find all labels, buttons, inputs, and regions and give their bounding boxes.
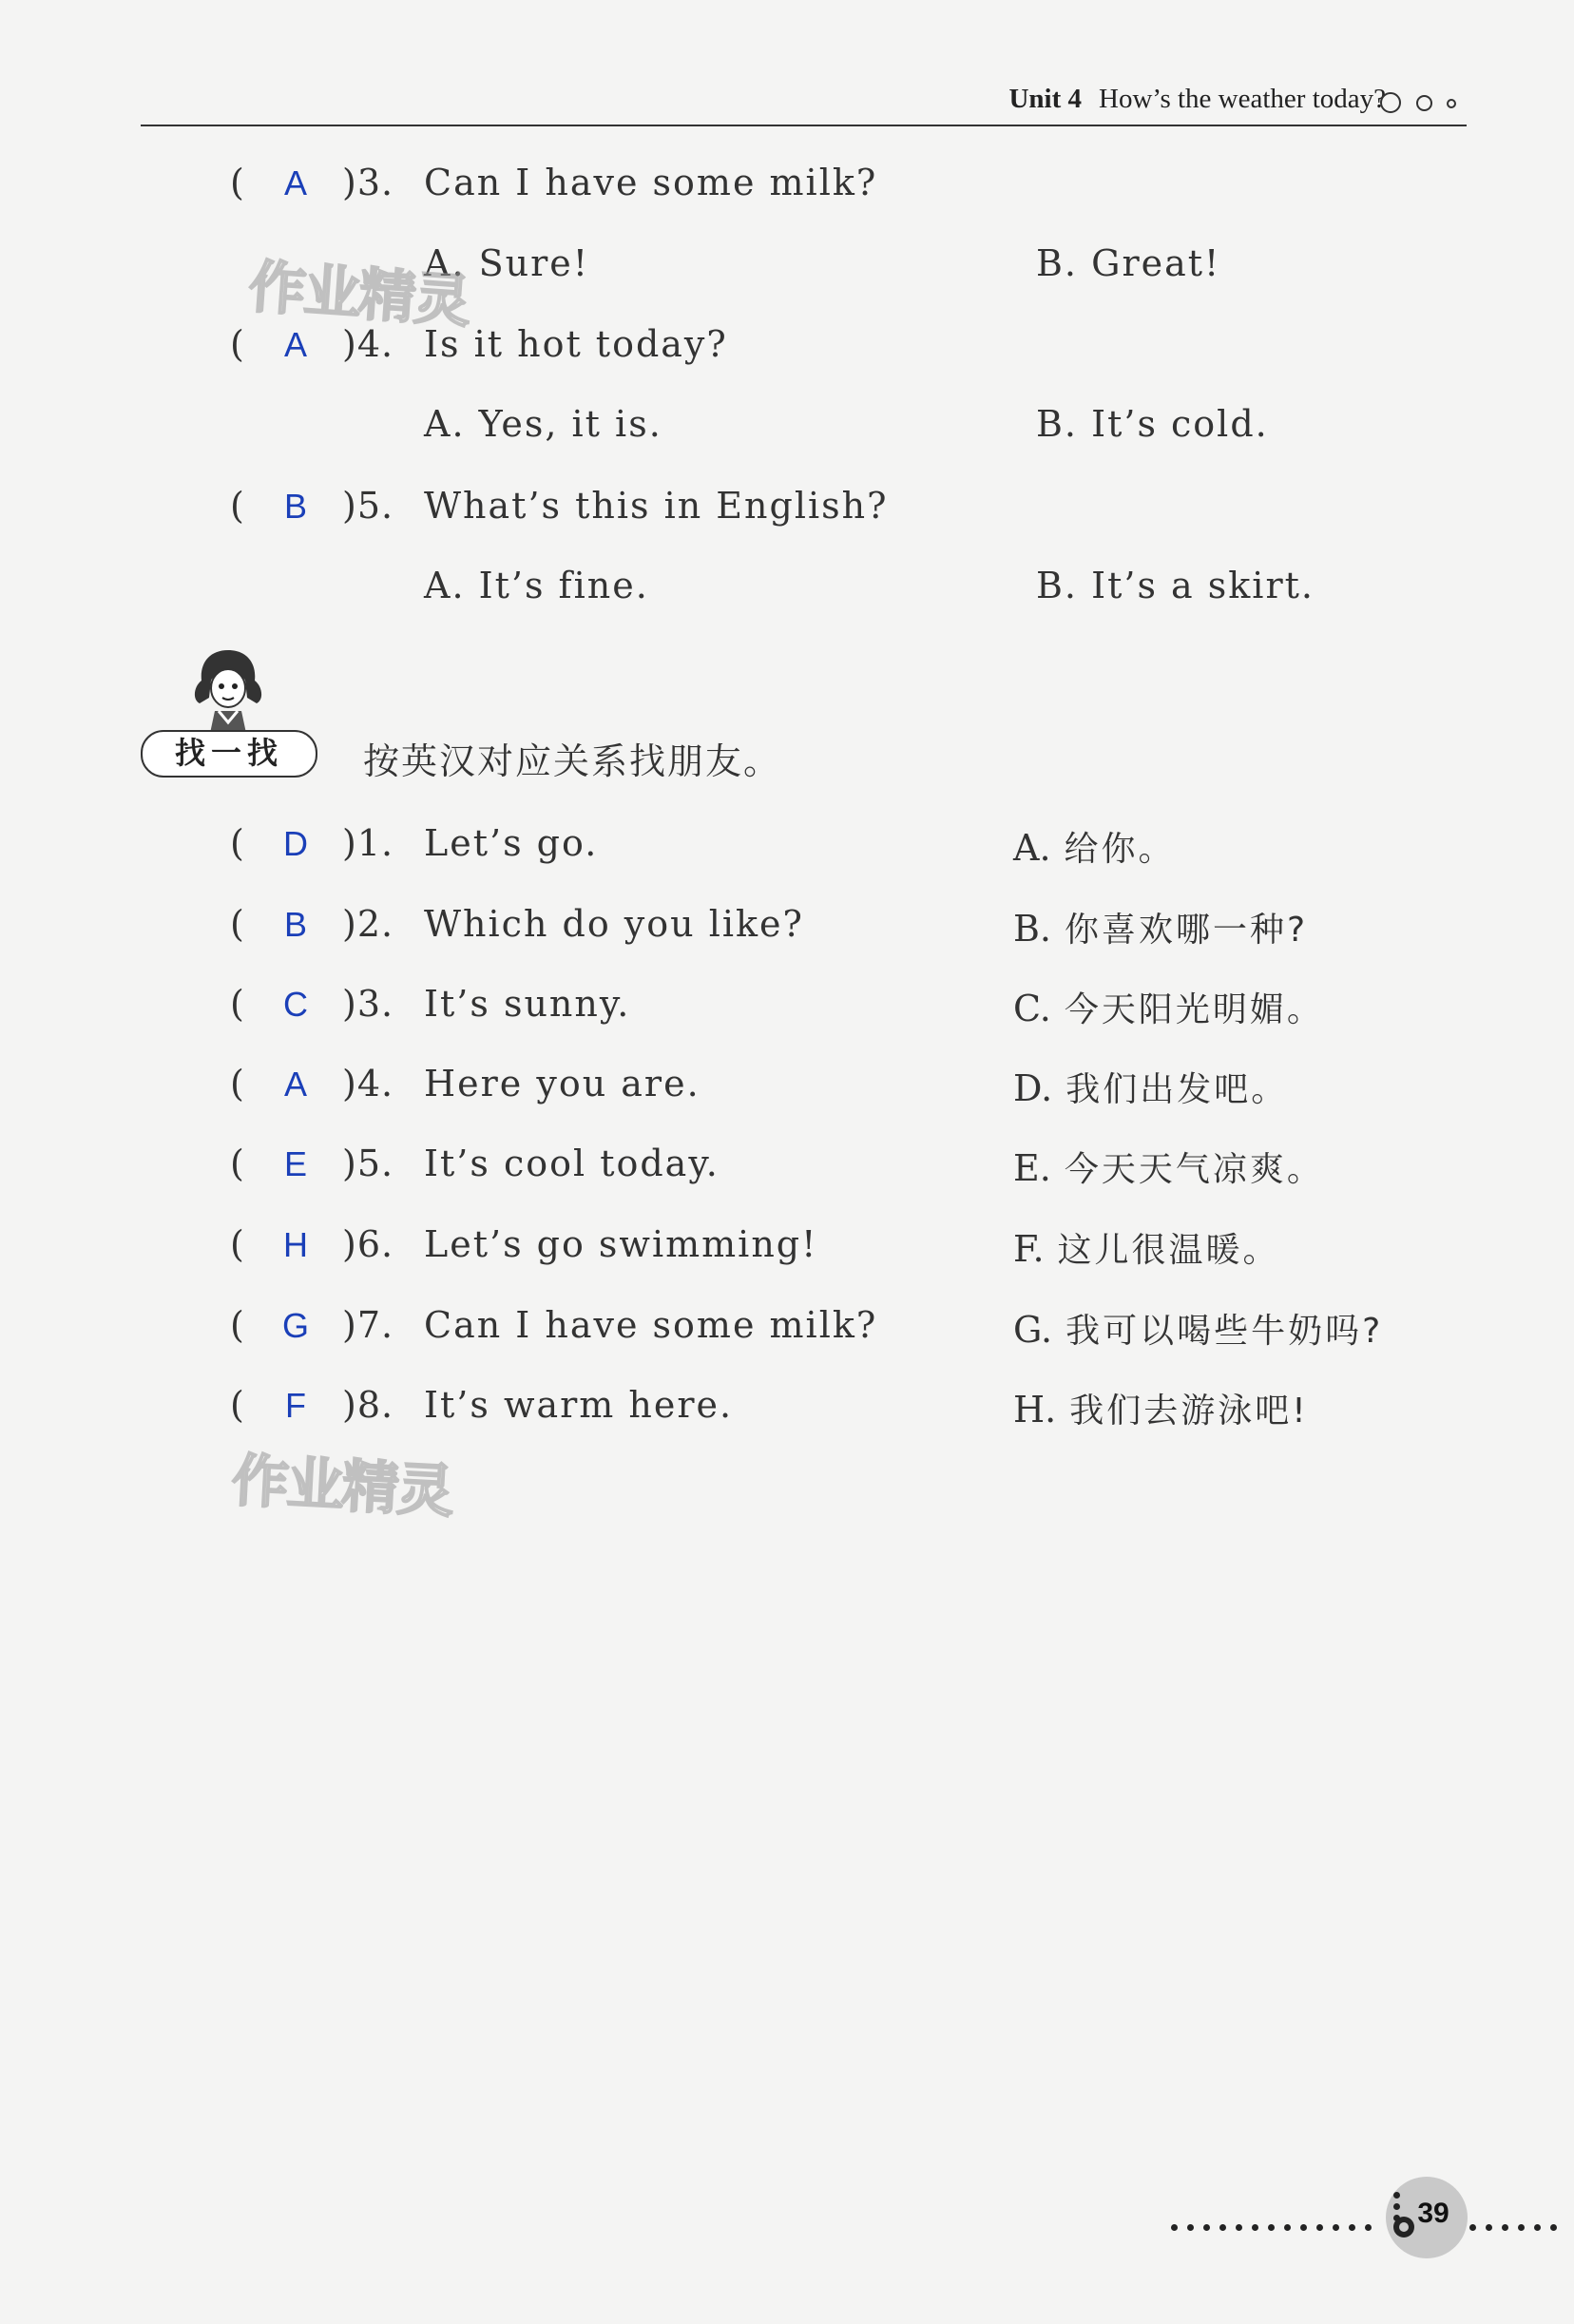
option-letter: B. — [1013, 908, 1052, 950]
option-chinese: 给你。 — [1064, 830, 1176, 869]
match-row: ( E )5. It’s cool today. E. 今天天气凉爽。 — [230, 1143, 1324, 1189]
option-chinese: 我们去游泳吧! — [1069, 1392, 1309, 1431]
option-letter: D. — [1013, 1067, 1053, 1109]
footer-dot — [1534, 2224, 1541, 2231]
chinese-option — [1013, 1304, 1383, 1353]
option-chinese: 我可以喝些牛奶吗? — [1065, 1312, 1384, 1351]
match-row: ( H )6. Let’s go swimming! F. 这儿很温暖。 — [230, 1223, 1280, 1270]
footer-dot — [1236, 2224, 1242, 2231]
running-header — [1008, 84, 1386, 115]
footer-dot — [1187, 2224, 1194, 2231]
item-number: )1. — [342, 822, 394, 864]
girl-mascot-icon — [181, 643, 276, 738]
answer-field[interactable]: E — [283, 1144, 307, 1183]
match-row: ( C )3. It’s sunny. C. 今天阳光明媚。 — [230, 983, 1324, 1029]
question-number: )3. — [342, 162, 394, 203]
option-chinese: 我们出发吧。 — [1065, 1070, 1289, 1109]
question-number: )5. — [342, 485, 394, 527]
option-chinese: 今天天气凉爽。 — [1064, 1150, 1324, 1189]
english-sentence: Which do you like? — [424, 903, 804, 945]
question-row: ( A )4. Is it hot today? — [230, 323, 728, 365]
footer-dot — [1486, 2224, 1492, 2231]
footer-dot — [1300, 2224, 1307, 2231]
answer-field[interactable]: B — [283, 905, 307, 944]
question-row: ( B )5. What’s this in English? — [230, 485, 889, 527]
item-number: )4. — [342, 1063, 394, 1104]
watermark-logo: 作业精灵 — [230, 1447, 454, 1527]
answer-field[interactable]: A — [283, 325, 307, 364]
page-number: 39 — [1417, 2198, 1449, 2229]
answer-field[interactable]: D — [283, 824, 308, 863]
options-row — [0, 242, 1574, 299]
option-b: B. It’s cold. — [1036, 403, 1269, 445]
option-letter: H. — [1013, 1389, 1057, 1431]
footer-dotted-line — [1469, 2224, 1564, 2234]
footer-dot — [1203, 2224, 1210, 2231]
chinese-option — [1013, 1143, 1324, 1191]
section-instruction: 按英汉对应关系找朋友。 — [363, 740, 782, 782]
footer-dotted-line — [1171, 2224, 1380, 2234]
chinese-option — [1013, 903, 1308, 951]
match-row: ( G )7. Can I have some milk? G. 我可以喝些牛奶吗? — [230, 1304, 1384, 1351]
option-chinese: 你喜欢哪一种? — [1065, 911, 1309, 950]
match-row: ( F )8. It’s warm here. H. 我们去游泳吧! — [230, 1384, 1309, 1431]
chinese-option — [1013, 1384, 1309, 1432]
item-number: )7. — [342, 1304, 394, 1346]
header-circles-icon — [1380, 91, 1466, 114]
footer-dot — [1171, 2224, 1178, 2231]
question-text: What’s this in English? — [424, 485, 889, 527]
option-b: B. Great! — [1036, 242, 1221, 284]
option-chinese: 这儿很温暖。 — [1057, 1231, 1280, 1270]
watermark-logo: 作业精灵 — [246, 253, 471, 336]
question-number: )4. — [342, 323, 394, 365]
item-number: )3. — [342, 983, 394, 1025]
english-sentence: Let’s go swimming! — [424, 1223, 818, 1265]
english-sentence: Here you are. — [424, 1063, 701, 1104]
english-sentence: Can I have some milk? — [424, 1304, 878, 1346]
item-number: )2. — [342, 903, 394, 945]
answer-field[interactable]: F — [285, 1386, 306, 1425]
footer-dot — [1349, 2224, 1355, 2231]
answer-field[interactable]: A — [283, 163, 307, 202]
question-text: Can I have some milk? — [424, 162, 878, 203]
footer-dot — [1219, 2224, 1226, 2231]
item-number: )8. — [342, 1384, 394, 1426]
english-sentence: It’s cool today. — [424, 1143, 720, 1184]
option-letter: C. — [1013, 988, 1051, 1029]
option-a: A. Sure! — [424, 242, 590, 284]
header-unit: Unit 4 — [1008, 84, 1083, 114]
option-chinese: 今天阳光明媚。 — [1064, 990, 1324, 1029]
footer-dot — [1268, 2224, 1275, 2231]
chinese-option — [1013, 1223, 1280, 1272]
option-a: A. Yes, it is. — [424, 403, 662, 445]
footer-dot — [1518, 2224, 1525, 2231]
item-number: )6. — [342, 1223, 394, 1265]
option-letter: A. — [1013, 827, 1051, 869]
footer-dot — [1502, 2224, 1508, 2231]
chinese-option — [1013, 1063, 1288, 1111]
chinese-option — [1013, 822, 1176, 871]
footer-dot — [1365, 2224, 1372, 2231]
footer-dot — [1284, 2224, 1291, 2231]
option-a: A. It’s fine. — [424, 565, 649, 606]
english-sentence: It’s sunny. — [424, 983, 631, 1025]
answer-field[interactable]: B — [283, 487, 307, 526]
footer-dot — [1333, 2224, 1339, 2231]
option-letter: E. — [1013, 1147, 1051, 1189]
answer-field[interactable]: C — [283, 985, 308, 1024]
match-row: ( D )1. Let’s go. A. 给你。 — [230, 822, 1176, 869]
match-row: ( B )2. Which do you like? B. 你喜欢哪一种? — [230, 903, 1309, 950]
footer-dot — [1550, 2224, 1557, 2231]
header-rule — [141, 125, 1467, 126]
answer-field[interactable]: H — [283, 1225, 308, 1264]
question-text: Is it hot today? — [424, 323, 728, 365]
header-title: How’s the weather today? — [1099, 84, 1386, 114]
options-row — [0, 565, 1574, 622]
item-number: )5. — [342, 1143, 394, 1184]
option-letter: F. — [1013, 1228, 1045, 1270]
answer-field[interactable]: G — [281, 1306, 309, 1345]
answer-field[interactable]: A — [283, 1065, 307, 1104]
section-badge: 找一找 — [141, 730, 317, 778]
option-b: B. It’s a skirt. — [1036, 565, 1315, 606]
option-letter: G. — [1013, 1309, 1053, 1351]
footer-dot — [1316, 2224, 1323, 2231]
match-row: ( A )4. Here you are. D. 我们出发吧。 — [230, 1063, 1289, 1109]
chinese-option — [1013, 983, 1324, 1031]
footer-dot — [1252, 2224, 1258, 2231]
question-row: ( A )3. Can I have some milk? — [230, 162, 878, 203]
options-row — [0, 403, 1574, 460]
english-sentence: Let’s go. — [424, 822, 599, 864]
english-sentence: It’s warm here. — [424, 1384, 734, 1426]
